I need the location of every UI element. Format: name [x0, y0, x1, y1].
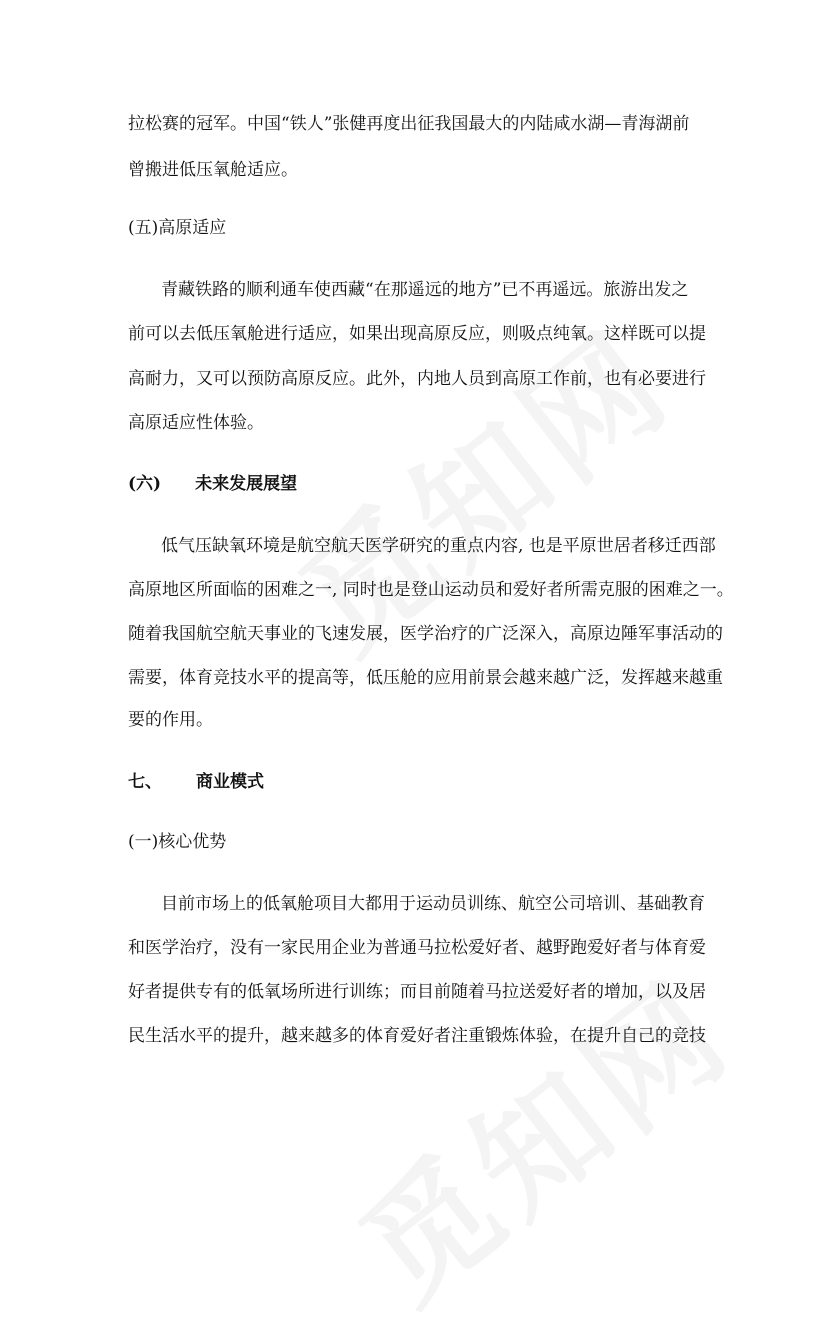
chapter-title: 商业模式 — [196, 772, 264, 792]
paragraph-line: 目前市场上的低氧舱项目大都用于运动员训练、航空公司培训、基础教育 — [161, 894, 705, 914]
paragraph-line: 曾搬进低压氧舱适应。 — [128, 160, 298, 180]
section-heading: (五)高原适应 — [128, 218, 227, 238]
paragraph-line: 和医学治疗，没有一家民用企业为普通马拉松爱好者、越野跑爱好者与体育爱 — [128, 938, 706, 958]
section-title: 未来发展展望 — [195, 474, 298, 494]
paragraph-line: 要的作用。 — [128, 710, 213, 730]
paragraph-line: 低气压缺氧环境是航空航天医学研究的重点内容, 也是平原世居者移迁西部 — [161, 536, 716, 556]
chapter-number: 七、 — [128, 772, 162, 792]
paragraph-line: 高原适应性体验。 — [128, 413, 264, 433]
paragraph-line: 青藏铁路的顺利通车使西藏“在那遥远的地方”已不再遥远。旅游出发之 — [161, 280, 689, 300]
paragraph-line: 拉松赛的冠军。中国“铁人”张健再度出征我国最大的内陆咸水湖—青海湖前 — [128, 114, 690, 134]
paragraph-line: 需要，体育竞技水平的提高等，低压舱的应用前景会越来越广泛，发挥越来越重 — [128, 668, 723, 688]
paragraph-line: 民生活水平的提升，越来越多的体育爱好者注重锻炼体验，在提升自己的竞技 — [128, 1026, 706, 1046]
paragraph-line: 随着我国航空航天事业的飞速发展，医学治疗的广泛深入，高原边陲军事活动的 — [128, 624, 723, 644]
paragraph-line: 好者提供专有的低氧场所进行训练；而目前随着马拉送爱好者的增加，以及居 — [128, 982, 706, 1002]
paragraph-line: 前可以去低压氧舱进行适应，如果出现高原反应，则吸点纯氧。这样既可以提 — [128, 324, 706, 344]
paragraph-line: 高原地区所面临的困难之一, 同时也是登山运动员和爱好者所需克服的困难之一。 — [128, 580, 734, 600]
chapter-heading — [128, 770, 728, 794]
section-number: (六) — [128, 474, 162, 494]
section-heading — [128, 472, 728, 496]
paragraph-line: 高耐力，又可以预防高原反应。此外，内地人员到高原工作前，也有必要进行 — [128, 369, 706, 389]
subsection-heading: (一)核心优势 — [128, 832, 227, 852]
